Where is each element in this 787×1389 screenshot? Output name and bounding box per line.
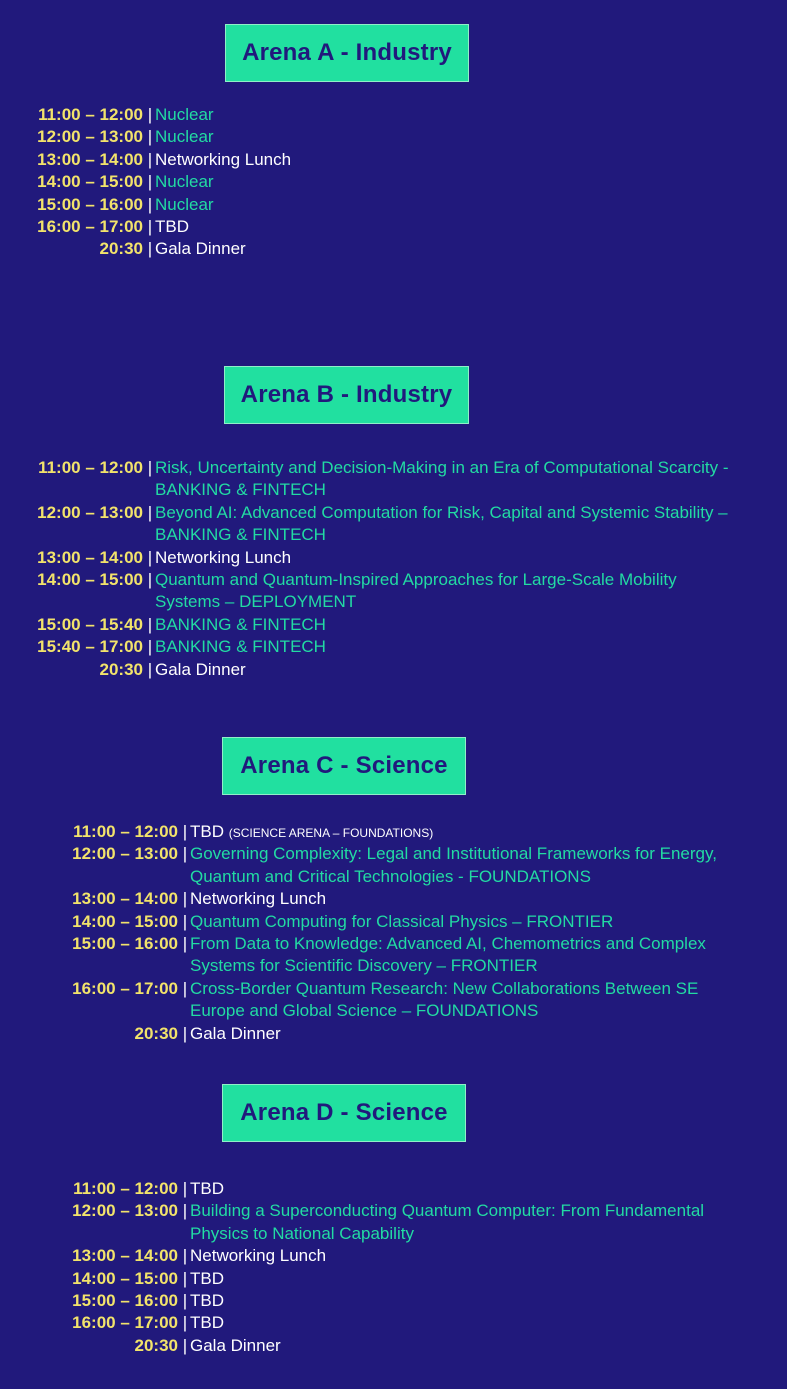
- separator: |: [182, 1313, 188, 1333]
- session-time: 15:40 – 17:00: [37, 637, 143, 657]
- separator: |: [147, 194, 153, 214]
- session-title-text: TBD: [190, 1268, 224, 1288]
- separator: |: [147, 127, 153, 147]
- schedule-row: [36, 104, 756, 126]
- session-title-text: BANKING & FINTECH: [155, 614, 326, 634]
- session-time: 13:00 – 14:00: [37, 547, 143, 567]
- schedule-row: [36, 502, 756, 547]
- schedule-row: [36, 547, 756, 569]
- session-title-text: Building a Superconducting Quantum Computer: From Fundamental Physics to National Capability: [190, 1201, 705, 1243]
- session-title: [155, 659, 735, 681]
- schedule-row: [70, 1335, 760, 1357]
- session-title: [190, 933, 750, 978]
- separator: |: [147, 458, 153, 477]
- arena-title: Arena D - Science: [222, 1084, 466, 1142]
- session-title-text: Beyond AI: Advanced Computation for Risk, Capital and Systemic Stability – BANKING & FINTECH: [155, 502, 728, 545]
- session-title-text: Nuclear: [155, 194, 214, 214]
- schedule-list: [70, 1178, 760, 1357]
- schedule-row: [36, 149, 756, 171]
- session-time: 11:00 – 12:00: [73, 822, 178, 841]
- session-title-text: From Data to Knowledge: Advanced AI, Chemometrics and Complex Systems for Scientific Discovery – FRONTIER: [190, 933, 706, 976]
- session-title: [155, 636, 735, 658]
- arena-title: Arena C - Science: [222, 737, 466, 795]
- session-title: [190, 1245, 750, 1267]
- session-time: 20:30: [99, 239, 143, 259]
- session-title: [190, 911, 750, 933]
- separator: |: [182, 1201, 188, 1221]
- schedule-row: [36, 238, 756, 260]
- session-time: 14:00 – 15:00: [72, 1268, 178, 1288]
- session-title: [155, 104, 715, 126]
- session-title: [155, 238, 715, 260]
- session-title-text: Gala Dinner: [155, 239, 246, 259]
- schedule-list: [36, 104, 756, 261]
- session-title-text: Networking Lunch: [190, 1246, 327, 1266]
- schedule-row: [70, 1245, 760, 1267]
- session-title: [155, 149, 715, 171]
- separator: |: [182, 1179, 188, 1198]
- session-title-text: Nuclear: [155, 105, 214, 124]
- separator: |: [182, 1335, 188, 1355]
- schedule-list: [36, 457, 756, 681]
- schedule-row: [36, 636, 756, 658]
- session-title-text: Risk, Uncertainty and Decision-Making in an Era of Computational Scarcity - BANKING & FINTECH: [155, 458, 729, 500]
- separator: |: [147, 172, 153, 192]
- schedule-row: [70, 843, 760, 888]
- session-title: [190, 1200, 750, 1245]
- separator: |: [147, 105, 153, 124]
- schedule-row: [36, 216, 756, 238]
- schedule-row: [70, 1312, 760, 1334]
- session-title-text: Gala Dinner: [155, 659, 246, 679]
- schedule-list: [70, 821, 760, 1045]
- separator: |: [182, 933, 188, 953]
- session-title-text: Networking Lunch: [155, 547, 292, 567]
- session-time: 20:30: [99, 659, 143, 679]
- separator: |: [147, 637, 153, 657]
- session-title: [155, 126, 715, 148]
- schedule-row: [36, 569, 756, 614]
- session-title: [190, 821, 750, 844]
- schedule-row: [36, 194, 756, 216]
- separator: |: [147, 614, 153, 634]
- session-title-text: TBD: [190, 1179, 224, 1198]
- session-time: 11:00 – 12:00: [38, 105, 143, 124]
- schedule-row: [36, 126, 756, 148]
- separator: |: [147, 216, 153, 236]
- session-title-text: TBD: [190, 1290, 224, 1310]
- separator: |: [182, 844, 188, 864]
- session-title: [190, 978, 750, 1023]
- separator: |: [182, 889, 188, 909]
- session-time: 14:00 – 15:00: [37, 172, 143, 192]
- session-title-text: Nuclear: [155, 127, 214, 147]
- session-title-text: TBD: [190, 1313, 224, 1333]
- session-title: [190, 1335, 750, 1357]
- session-title-text: Networking Lunch: [190, 889, 327, 909]
- session-time: 13:00 – 14:00: [72, 889, 178, 909]
- arena-title: Arena B - Industry: [224, 366, 469, 424]
- session-note: (SCIENCE ARENA – FOUNDATIONS): [228, 826, 434, 840]
- session-time: 12:00 – 13:00: [72, 844, 178, 864]
- session-time: 11:00 – 12:00: [73, 1179, 178, 1198]
- separator: |: [182, 978, 188, 998]
- session-time: 14:00 – 15:00: [37, 569, 143, 589]
- session-title: [155, 614, 735, 636]
- session-title: [190, 1312, 750, 1334]
- session-time: 20:30: [134, 1335, 178, 1355]
- separator: |: [182, 1023, 188, 1043]
- session-time: 16:00 – 17:00: [37, 216, 143, 236]
- session-title-text: Nuclear: [155, 172, 214, 192]
- schedule-row: [70, 1268, 760, 1290]
- session-title: [155, 502, 735, 547]
- session-time: 12:00 – 13:00: [37, 127, 143, 147]
- separator: |: [147, 569, 153, 589]
- session-title-text: Governing Complexity: Legal and Institutional Frameworks for Energy, Quantum and Critical Technologies - FOUNDATIONS: [190, 844, 717, 886]
- schedule-row: [70, 1178, 760, 1200]
- session-title-text: TBD: [190, 822, 224, 841]
- session-time: 14:00 – 15:00: [72, 911, 178, 931]
- session-time: 13:00 – 14:00: [72, 1246, 178, 1266]
- session-title-text: Quantum Computing for Classical Physics – FRONTIER: [190, 911, 614, 931]
- schedule-row: [70, 978, 760, 1023]
- session-title: [190, 1178, 750, 1200]
- session-time: 16:00 – 17:00: [72, 978, 178, 998]
- schedule-row: [70, 1290, 760, 1312]
- separator: |: [182, 1290, 188, 1310]
- session-time: 15:00 – 16:00: [72, 933, 178, 953]
- separator: |: [147, 149, 153, 169]
- session-time: 12:00 – 13:00: [37, 502, 143, 522]
- schedule-row: [36, 171, 756, 193]
- session-title-text: Gala Dinner: [190, 1023, 281, 1043]
- arena-title: Arena A - Industry: [225, 24, 469, 82]
- session-title-text: TBD: [155, 216, 189, 236]
- separator: |: [147, 239, 153, 259]
- session-title: [190, 1290, 750, 1312]
- session-time: 16:00 – 17:00: [72, 1313, 178, 1333]
- session-title-text: Gala Dinner: [190, 1335, 281, 1355]
- session-time: 13:00 – 14:00: [37, 149, 143, 169]
- separator: |: [147, 502, 153, 522]
- session-title: [155, 457, 735, 502]
- session-time: 15:00 – 15:40: [37, 614, 143, 634]
- schedule-row: [70, 911, 760, 933]
- schedule-row: [70, 933, 760, 978]
- separator: |: [147, 547, 153, 567]
- session-title-text: Cross-Border Quantum Research: New Collaborations Between SE Europe and Global Science – FOUNDATIONS: [190, 978, 699, 1021]
- session-title: [190, 843, 750, 888]
- session-time: 15:00 – 16:00: [37, 194, 143, 214]
- session-time: 20:30: [134, 1023, 178, 1043]
- session-title-text: Networking Lunch: [155, 149, 292, 169]
- session-time: 15:00 – 16:00: [72, 1290, 178, 1310]
- session-title: [155, 569, 735, 614]
- schedule-row: [36, 659, 756, 681]
- session-title: [155, 194, 715, 216]
- session-time: 12:00 – 13:00: [72, 1201, 178, 1221]
- session-title: [155, 547, 735, 569]
- session-title: [190, 888, 750, 910]
- schedule-row: [70, 821, 760, 843]
- session-title: [155, 171, 715, 193]
- session-title: [190, 1023, 750, 1045]
- session-title-text: Quantum and Quantum-Inspired Approaches for Large-Scale Mobility Systems – DEPLOYMENT: [155, 569, 677, 612]
- separator: |: [182, 911, 188, 931]
- separator: |: [182, 822, 188, 841]
- session-time: 11:00 – 12:00: [38, 458, 143, 477]
- schedule-row: [70, 1200, 760, 1245]
- separator: |: [147, 659, 153, 679]
- separator: |: [182, 1246, 188, 1266]
- schedule-row: [36, 457, 756, 502]
- session-title-text: BANKING & FINTECH: [155, 637, 326, 657]
- session-title: [190, 1268, 750, 1290]
- schedule-row: [70, 888, 760, 910]
- schedule-row: [36, 614, 756, 636]
- separator: |: [182, 1268, 188, 1288]
- schedule-row: [70, 1023, 760, 1045]
- session-title: [155, 216, 715, 238]
